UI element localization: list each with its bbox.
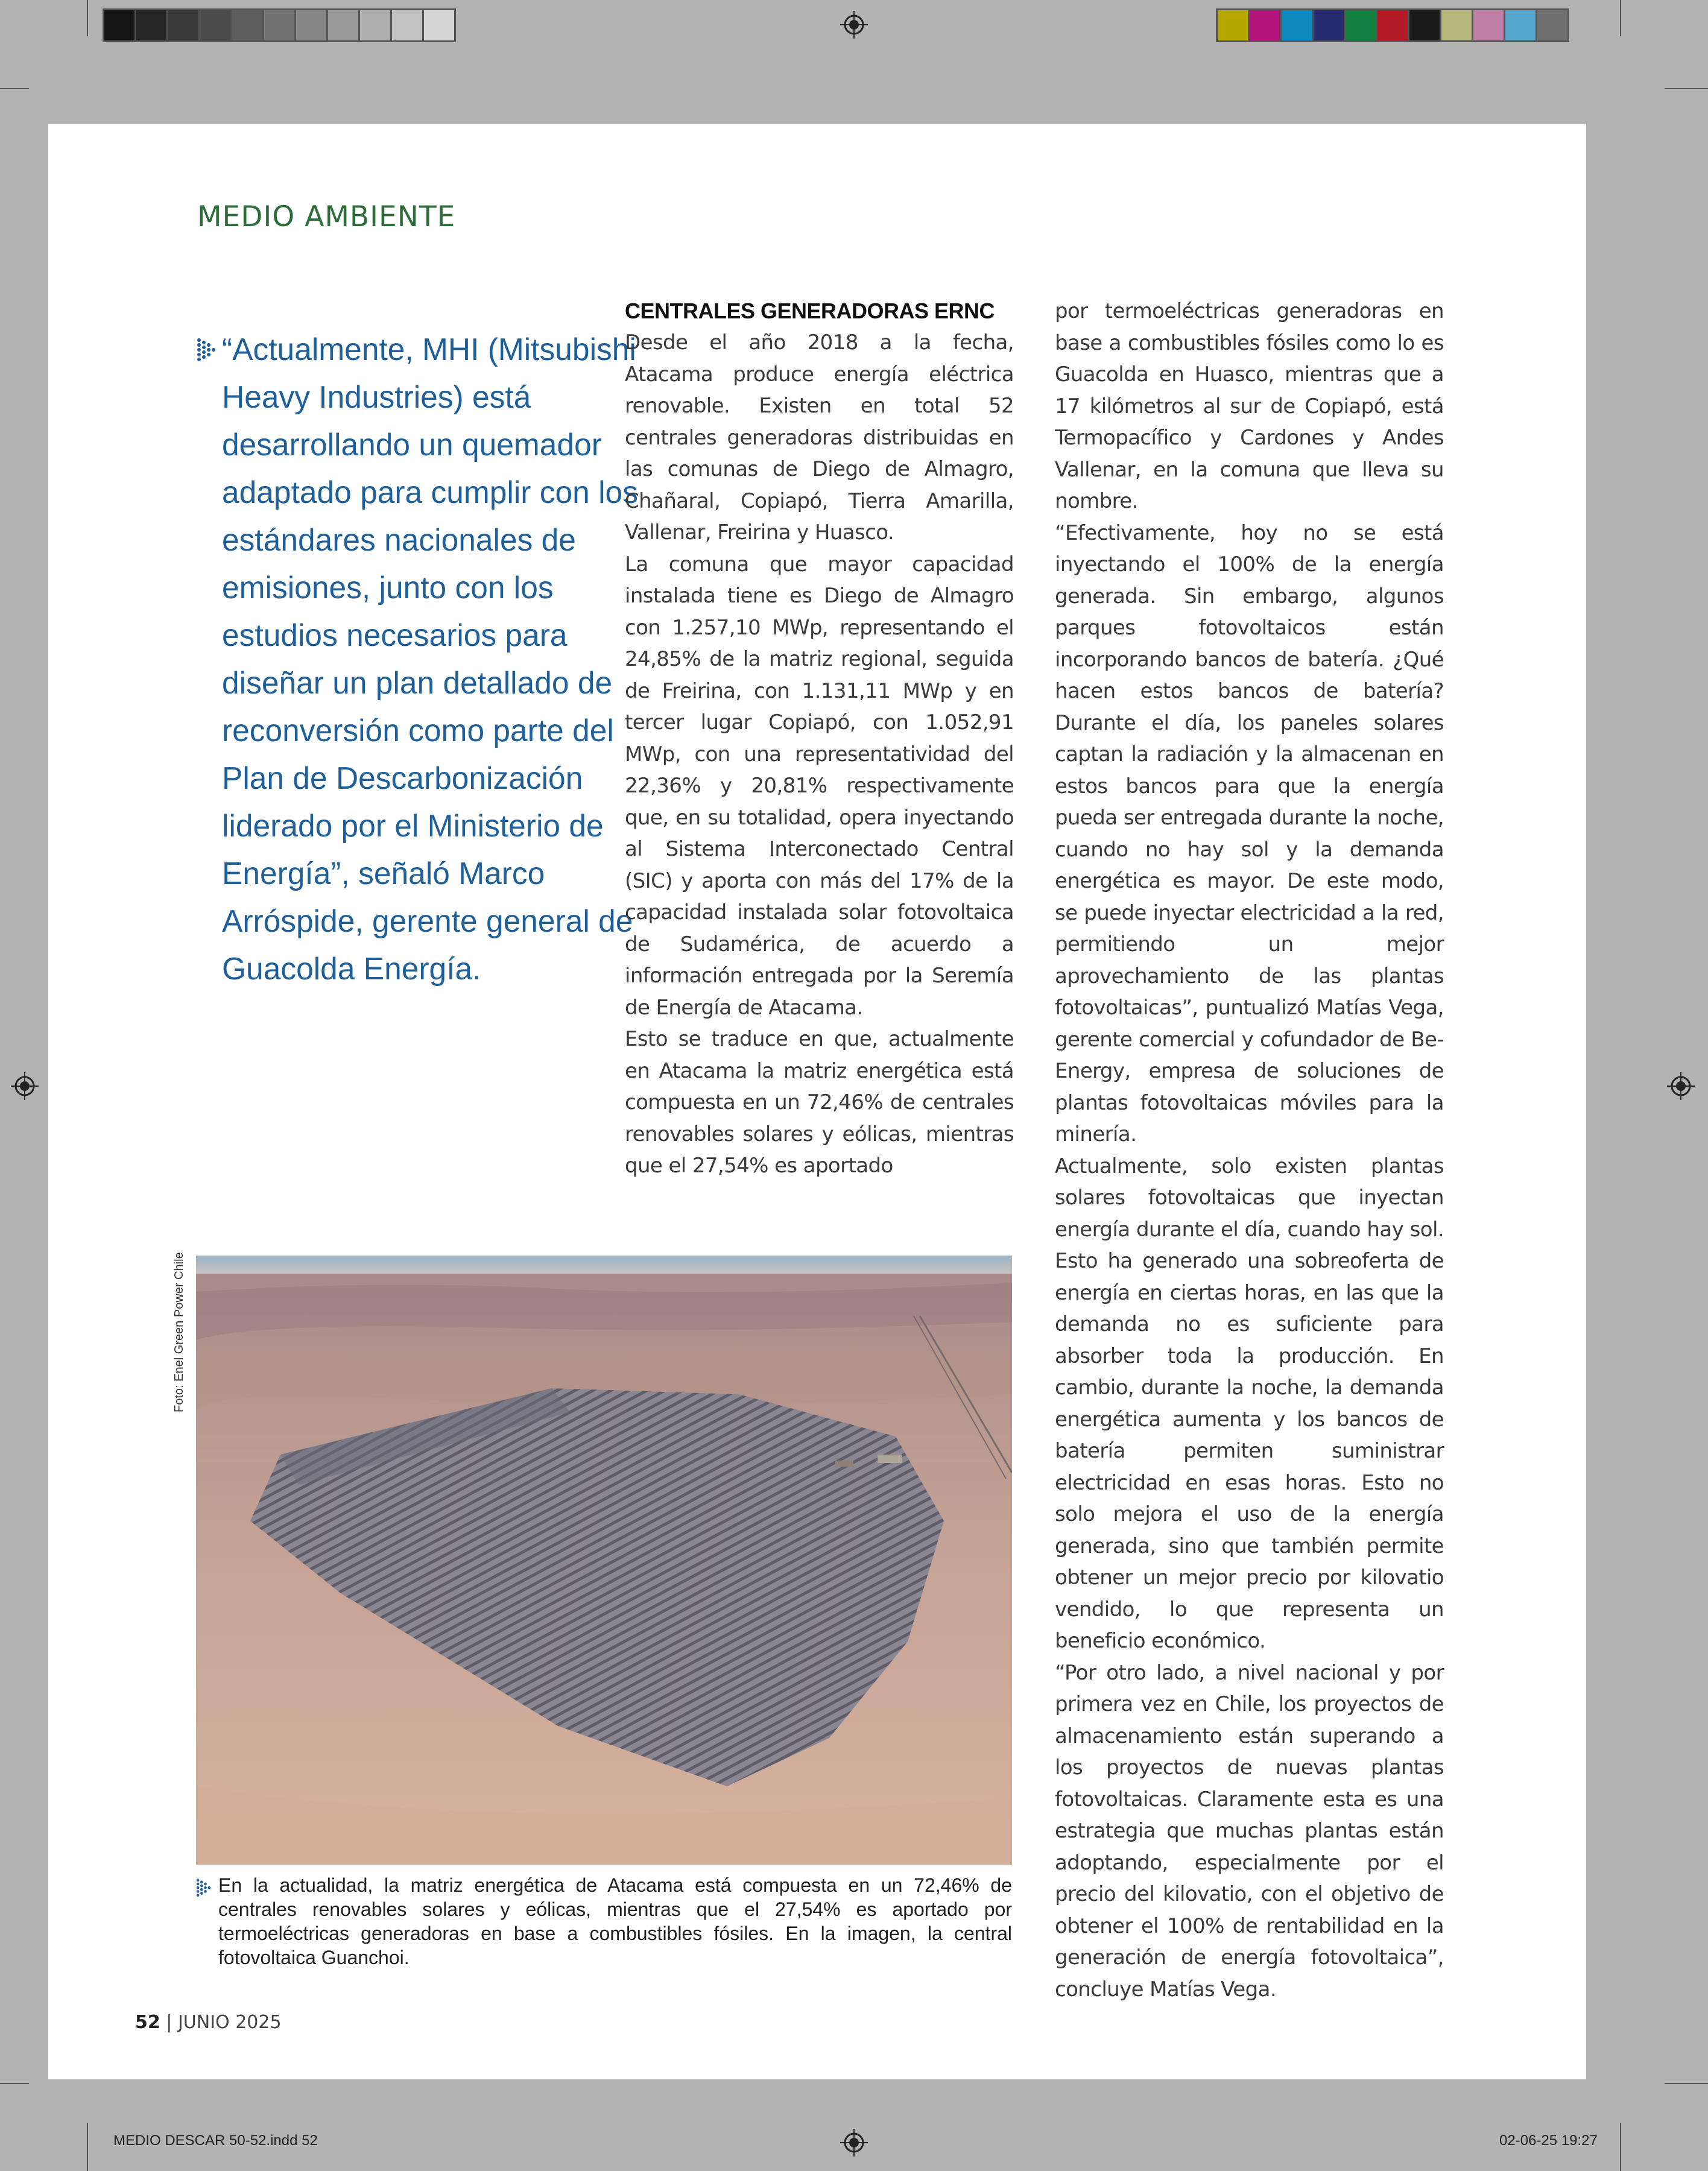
pullquote — [222, 326, 644, 993]
crop-mark — [1620, 0, 1621, 36]
article-column-2 — [1055, 295, 1444, 2005]
color-swatch — [326, 8, 360, 42]
color-swatch — [198, 8, 232, 42]
color-swatch — [1248, 8, 1282, 42]
registration-mark-icon — [840, 2129, 868, 2157]
magazine-page — [48, 124, 1586, 2079]
color-swatch — [1408, 8, 1441, 42]
print-timestamp: 02-06-25 19:27 — [1499, 2132, 1598, 2149]
bullet-dots-icon — [197, 338, 218, 363]
color-swatch — [134, 8, 168, 42]
crop-mark — [1620, 2123, 1621, 2171]
grayscale-color-bar — [103, 8, 454, 42]
folio-separator: | — [166, 2012, 172, 2033]
page-folio — [135, 2012, 282, 2033]
color-swatch — [1216, 8, 1250, 42]
article-heading: CENTRALES GENERADORAS ERNC — [625, 299, 995, 323]
color-swatch — [262, 8, 296, 42]
color-swatch — [358, 8, 392, 42]
paragraph: Actualmente, solo existen plantas solares fotovoltaicas que inyectan energía durante el día, cuando hay sol. Esto ha generado una sobreoferta de energía en ciertas horas, en las que la demanda no es suficiente para absorber toda la producción. En cambio, durante la noche, la demanda energética aumenta y los bancos de batería permiten suministrar electricidad en esas horas. Esto no solo mejora el uso de la energía generada, sino que también permite obtener un mejor precio por kilovatio vendido, lo que representa un beneficio económico. — [1055, 1154, 1444, 1653]
registration-mark-icon — [840, 11, 868, 39]
color-swatch — [294, 8, 328, 42]
paragraph: por termoeléctricas generadoras en base a combustibles fósiles como lo es Guacolda en Huasco, mientras que a 17 kilómetros al sur de Copiapó, está Termopacífico y Cardones y Andes Vallenar, en la comuna que lleva su nombre. — [1055, 299, 1444, 513]
crop-mark — [87, 2123, 88, 2171]
page-number: 52 — [135, 2012, 160, 2033]
solar-plant-photo — [196, 1256, 1012, 1865]
color-swatch — [390, 8, 424, 42]
crop-mark — [0, 88, 29, 89]
paragraph: Esto se traduce en que, actualmente en Atacama la matriz energética está compuesta en un 72,46% de centrales renovables solares y eólicas, mientras que el 27,54% es aportado — [625, 1027, 1014, 1178]
crop-mark — [1665, 88, 1708, 89]
crop-mark — [87, 0, 88, 36]
color-swatch — [1376, 8, 1409, 42]
article-column-1 — [625, 295, 1014, 1182]
bullet-dots-icon — [196, 1878, 213, 1898]
issue-date: JUNIO 2025 — [177, 2012, 282, 2033]
photo-caption: En la actualidad, la matriz energética de Atacama está compuesta en un 72,46% de centrales renovables solares y eólicas, mientras que el 27,54% es aportado por termoeléctricas generadoras en base a combustibles fósiles. En la imagen, la central fotovoltaica Guanchoi. — [218, 1874, 1012, 1968]
paragraph: Desde el año 2018 a la fecha, Atacama produce energía eléctrica renovable. Existen en total 52 centrales generadoras distribuidas en las comunas de Diego de Almagro, Chañaral, Copiapó, Tierra Amarilla, Vallenar, Freirina y Huasco. — [625, 330, 1014, 545]
color-swatch — [1472, 8, 1505, 42]
color-swatch — [1536, 8, 1569, 42]
color-swatch — [1312, 8, 1346, 42]
color-swatch — [230, 8, 264, 42]
section-title: MEDIO AMBIENTE — [197, 200, 456, 233]
process-color-bar — [1216, 8, 1567, 42]
paragraph: La comuna que mayor capacidad instalada tiene es Diego de Almagro con 1.257,10 MWp, representando el 24,85% de la matriz regional, seguida de Freirina, con 1.131,11 MWp y en tercer lugar Copiapó, con 1.052,91 MWp, con una representatividad del 22,36% y 20,81% respectivamente que, en su totalidad, opera inyectando al Sistema Interconectado Central (SIC) y aporta con más del 17% de la capacidad instalada solar fotovoltaica de Sudamérica, de acuerdo a información entregada por la Seremía de Energía de Atacama. — [625, 552, 1014, 1020]
photo-credit: Foto: Enel Green Power Chile — [172, 1252, 186, 1412]
crop-mark — [1665, 2083, 1708, 2084]
registration-mark-icon — [11, 1072, 39, 1100]
color-swatch — [1504, 8, 1537, 42]
paragraph: “Efectivamente, hoy no se está inyectando el 100% de la energía generada. Sin embargo, algunos parques fotovoltaicos están incorporando bancos de batería. ¿Qué hacen estos bancos de batería? Durante el día, los paneles solares captan la radiación y la almacenan en estos bancos para que la energía pueda ser entregada durante la noche, cuando no hay sol y la demanda energética es mayor. De este modo, se puede inyectar electricidad a la red, permitiendo un mejor aprovechamiento de las plantas fotovoltaicas”, puntualizó Matías Vega, gerente comercial y cofundador de Be-Energy, empresa de soluciones de plantas fotovoltaicas móviles para la minería. — [1055, 520, 1444, 1146]
pullquote-text: “Actualmente, MHI (Mitsubishi Heavy Industries) está desarrollando un quemador adaptado para cumplir con los estándares nacionales de emisiones, junto con los estudios necesarios para diseñar un plan detallado de reconversión como parte del Plan de Descarbonización liderado por el Ministerio de Energía”, señaló Marco Arróspide, gerente general de Guacolda Energía. — [222, 332, 638, 986]
color-swatch — [1440, 8, 1473, 42]
color-swatch — [1280, 8, 1314, 42]
registration-mark-icon — [1667, 1072, 1695, 1100]
color-swatch — [1344, 8, 1377, 42]
paragraph: “Por otro lado, a nivel nacional y por primera vez en Chile, los proyectos de almacenamiento están superando a los proyectos de nuevas plantas fotovoltaicas. Claramente esta es una estrategia que muchas plantas están adoptando, especialmente por el precio del kilovatio, con el objetivo de obtener el 100% de rentabilidad en la generación de energía fotovoltaica”, concluye Matías Vega. — [1055, 1660, 1444, 2002]
color-swatch — [422, 8, 456, 42]
file-slug: MEDIO DESCAR 50-52.indd 52 — [113, 2132, 318, 2149]
color-swatch — [166, 8, 200, 42]
color-swatch — [103, 8, 136, 42]
crop-mark — [0, 2083, 29, 2084]
